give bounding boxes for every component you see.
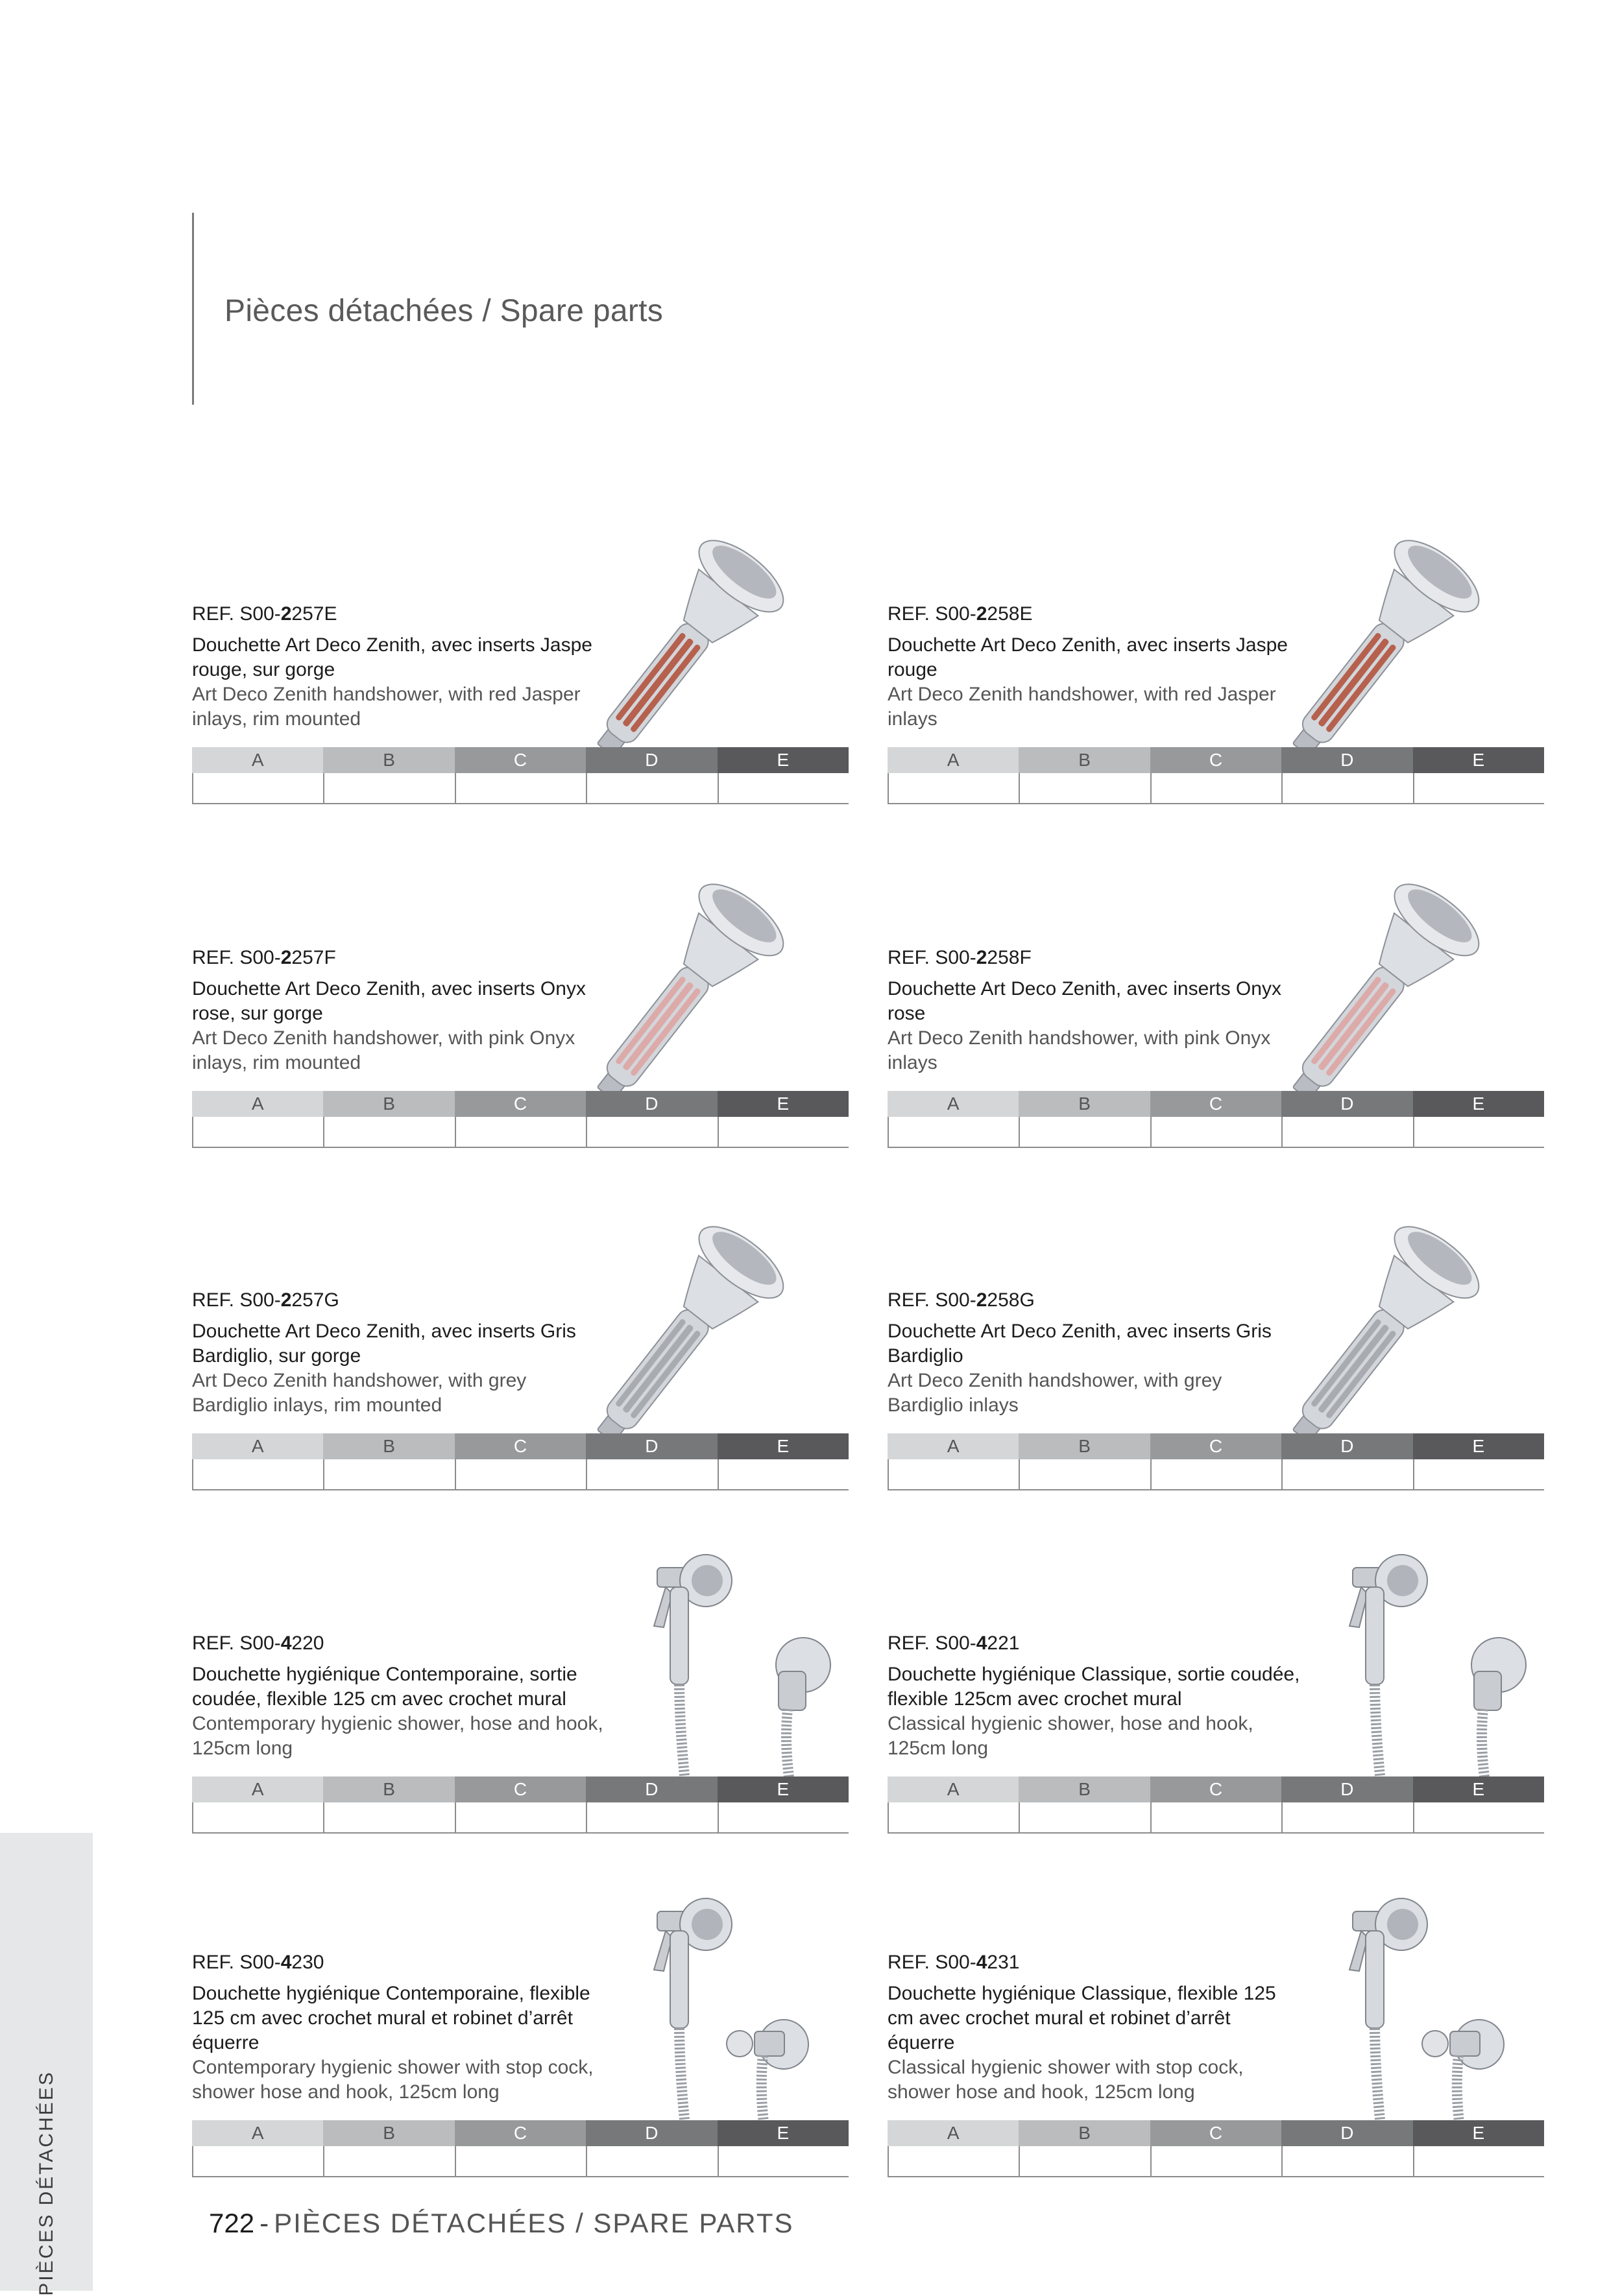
- grid-header-cell: C: [1150, 1433, 1281, 1459]
- grid-value-cell: [1019, 773, 1150, 803]
- grid-value-cell: [455, 2146, 586, 2176]
- grid-value-row: [192, 1117, 849, 1148]
- hygienic-shower-stopcock-icon: [589, 1885, 849, 2138]
- description-fr: Douchette hygiénique Contemporaine, sortie coudée, flexible 125 cm avec crochet mural: [192, 1664, 577, 1710]
- grid-value-cell: [586, 2146, 717, 2176]
- grid-value-cell: [323, 2146, 454, 2176]
- grid-header-cell: E: [718, 1091, 849, 1117]
- page-title: Pièces détachées / Spare parts: [224, 294, 664, 328]
- ref-suffix: 230: [291, 1952, 324, 1973]
- grid-value-row: [192, 1459, 849, 1490]
- product-card: [192, 1199, 849, 1490]
- grid-header-row: [888, 2120, 1544, 2146]
- grid-header-cell: C: [1150, 747, 1281, 773]
- grid-value-cell: [888, 1802, 1019, 1832]
- grid-value-cell: [888, 1117, 1019, 1147]
- grid-value-cell: [323, 1459, 454, 1489]
- ref-suffix: 231: [987, 1952, 1020, 1973]
- grid-value-cell: [718, 1802, 849, 1832]
- product-card: [192, 512, 849, 804]
- grid-value-cell: [192, 1802, 323, 1832]
- grid-value-row: [888, 2146, 1544, 2177]
- grid-header-cell: D: [1281, 1776, 1412, 1802]
- grid-header-cell: C: [1150, 1776, 1281, 1802]
- grid-header-cell: B: [323, 2120, 454, 2146]
- ref-prefix: REF. S00-: [888, 1632, 976, 1654]
- ref-suffix: 221: [987, 1632, 1020, 1654]
- grid-value-cell: [718, 1459, 849, 1489]
- product-description: [192, 602, 607, 732]
- description-fr: Douchette hygiénique Classique, sortie coudée, flexible 125cm avec crochet mural: [888, 1664, 1300, 1710]
- ref-prefix: REF. S00-: [192, 603, 281, 625]
- description-en: Contemporary hygienic shower with stop cock, shower hose and hook, 125cm long: [192, 2057, 594, 2103]
- grid-header-cell: D: [586, 2120, 717, 2146]
- grid-value-cell: [455, 773, 586, 803]
- page-footer: [209, 2208, 794, 2239]
- grid-value-cell: [888, 773, 1019, 803]
- grid-value-cell: [888, 2146, 1019, 2176]
- grid-header-row: [192, 1776, 849, 1802]
- grid-value-cell: [1413, 1802, 1544, 1832]
- product-ref: [888, 1288, 1303, 1313]
- dimension-grid: [888, 1433, 1544, 1490]
- grid-header-cell: D: [586, 1776, 717, 1802]
- ref-prefix: REF. S00-: [192, 1632, 281, 1654]
- grid-header-cell: E: [718, 2120, 849, 2146]
- ref-prefix: REF. S00-: [888, 1952, 976, 1973]
- grid-header-row: [888, 1776, 1544, 1802]
- ref-suffix: 257G: [291, 1289, 339, 1311]
- grid-header-cell: A: [888, 747, 1019, 773]
- grid-header-cell: C: [1150, 2120, 1281, 2146]
- ref-bold: 2: [976, 947, 987, 968]
- grid-value-row: [192, 1802, 849, 1834]
- grid-value-cell: [192, 1459, 323, 1489]
- grid-header-cell: B: [1019, 1433, 1150, 1459]
- product-description: [888, 946, 1303, 1075]
- grid-header-cell: A: [192, 2120, 323, 2146]
- ref-bold: 4: [280, 1952, 292, 1973]
- ref-bold: 2: [976, 603, 987, 625]
- grid-value-cell: [455, 1459, 586, 1489]
- grid-value-cell: [718, 2146, 849, 2176]
- dimension-grid: [888, 747, 1544, 804]
- product-ref: [192, 946, 607, 970]
- ref-suffix: 258F: [987, 947, 1032, 968]
- grid-header-cell: A: [192, 747, 323, 773]
- handshower-icon: [589, 856, 849, 1109]
- grid-header-cell: A: [888, 2120, 1019, 2146]
- footer-section-title: PIÈCES DÉTACHÉES / SPARE PARTS: [274, 2208, 794, 2238]
- product-ref: [192, 1288, 607, 1313]
- grid-value-cell: [1413, 773, 1544, 803]
- ref-prefix: REF. S00-: [888, 947, 976, 968]
- grid-header-cell: B: [1019, 1091, 1150, 1117]
- grid-header-cell: A: [192, 1433, 323, 1459]
- grid-value-cell: [1413, 2146, 1544, 2176]
- grid-value-cell: [455, 1117, 586, 1147]
- grid-header-cell: D: [586, 1433, 717, 1459]
- grid-value-cell: [1150, 1802, 1281, 1832]
- grid-header-cell: E: [1413, 1433, 1544, 1459]
- grid-value-cell: [1281, 2146, 1412, 2176]
- description-en: Art Deco Zenith handshower, with grey Bardiglio inlays: [888, 1370, 1222, 1416]
- dimension-grid: [192, 1776, 849, 1834]
- grid-value-cell: [718, 773, 849, 803]
- ref-prefix: REF. S00-: [192, 1952, 281, 1973]
- grid-value-cell: [1019, 1802, 1150, 1832]
- grid-header-cell: D: [1281, 1091, 1412, 1117]
- grid-header-cell: A: [192, 1091, 323, 1117]
- page-number: 722: [209, 2208, 255, 2238]
- product-description: [192, 1631, 607, 1761]
- dimension-grid: [192, 1091, 849, 1148]
- product-card: [888, 1542, 1544, 1834]
- product-description: [192, 946, 607, 1075]
- handshower-icon: [1285, 1199, 1544, 1452]
- product-ref: [192, 1631, 607, 1656]
- grid-header-cell: A: [888, 1433, 1019, 1459]
- description-fr: Douchette Art Deco Zenith, avec inserts Gris Bardiglio, sur gorge: [192, 1321, 576, 1367]
- grid-header-row: [192, 1091, 849, 1117]
- grid-header-row: [888, 1433, 1544, 1459]
- grid-value-cell: [586, 773, 717, 803]
- ref-prefix: REF. S00-: [888, 1289, 976, 1311]
- grid-value-row: [192, 2146, 849, 2177]
- dimension-grid: [192, 1433, 849, 1490]
- grid-value-row: [888, 773, 1544, 804]
- grid-header-cell: B: [323, 1433, 454, 1459]
- ref-suffix: 257E: [291, 603, 337, 625]
- ref-bold: 4: [976, 1632, 987, 1654]
- description-fr: Douchette Art Deco Zenith, avec inserts Jaspe rouge: [888, 634, 1288, 680]
- grid-header-cell: B: [1019, 1776, 1150, 1802]
- product-card: [888, 1885, 1544, 2177]
- footer-separator: -: [260, 2208, 269, 2238]
- grid-header-cell: D: [1281, 747, 1412, 773]
- grid-header-cell: A: [192, 1776, 323, 1802]
- title-accent-bar: [192, 213, 194, 405]
- grid-header-cell: A: [888, 1091, 1019, 1117]
- description-fr: Douchette Art Deco Zenith, avec inserts Gris Bardiglio: [888, 1321, 1272, 1367]
- grid-header-cell: E: [1413, 747, 1544, 773]
- description-en: Contemporary hygienic shower, hose and hook, 125cm long: [192, 1713, 603, 1759]
- grid-header-cell: B: [323, 747, 454, 773]
- grid-header-cell: D: [586, 747, 717, 773]
- ref-bold: 2: [280, 947, 292, 968]
- grid-value-cell: [1019, 1459, 1150, 1489]
- dimension-grid: [888, 1091, 1544, 1148]
- product-card: [888, 856, 1544, 1148]
- grid-value-cell: [1150, 2146, 1281, 2176]
- grid-value-cell: [1281, 1802, 1412, 1832]
- grid-header-cell: C: [455, 2120, 586, 2146]
- description-en: Art Deco Zenith handshower, with pink Onyx inlays: [888, 1027, 1271, 1073]
- description-en: Art Deco Zenith handshower, with grey Bardiglio inlays, rim mounted: [192, 1370, 527, 1416]
- grid-value-cell: [1150, 1459, 1281, 1489]
- description-en: Art Deco Zenith handshower, with red Jasper inlays: [888, 684, 1276, 730]
- grid-header-cell: C: [455, 1776, 586, 1802]
- description-fr: Douchette Art Deco Zenith, avec inserts Onyx rose: [888, 978, 1281, 1024]
- ref-bold: 2: [280, 1289, 292, 1311]
- handshower-icon: [1285, 512, 1544, 765]
- ref-suffix: 220: [291, 1632, 324, 1654]
- grid-value-cell: [323, 1117, 454, 1147]
- ref-suffix: 258G: [987, 1289, 1035, 1311]
- grid-header-cell: E: [1413, 1776, 1544, 1802]
- grid-value-cell: [1150, 773, 1281, 803]
- grid-header-row: [888, 1091, 1544, 1117]
- product-description: [888, 602, 1303, 732]
- product-card: [192, 856, 849, 1148]
- ref-prefix: REF. S00-: [192, 1289, 281, 1311]
- grid-header-cell: B: [1019, 747, 1150, 773]
- grid-value-cell: [1281, 1117, 1412, 1147]
- grid-value-cell: [586, 1459, 717, 1489]
- product-ref: [192, 602, 607, 627]
- grid-value-cell: [323, 1802, 454, 1832]
- ref-bold: 4: [280, 1632, 292, 1654]
- product-ref: [888, 1950, 1303, 1975]
- grid-value-cell: [1281, 773, 1412, 803]
- product-card: [192, 1542, 849, 1834]
- description-en: Art Deco Zenith handshower, with red Jasper inlays, rim mounted: [192, 684, 581, 730]
- dimension-grid: [888, 1776, 1544, 1834]
- ref-suffix: 257F: [291, 947, 336, 968]
- grid-value-cell: [192, 1117, 323, 1147]
- dimension-grid: [192, 747, 849, 804]
- product-ref: [888, 946, 1303, 970]
- grid-value-cell: [1413, 1117, 1544, 1147]
- ref-suffix: 258E: [987, 603, 1033, 625]
- product-description: [888, 1631, 1303, 1761]
- grid-header-cell: D: [1281, 1433, 1412, 1459]
- ref-bold: 2: [976, 1289, 987, 1311]
- grid-header-cell: A: [888, 1776, 1019, 1802]
- grid-value-cell: [1150, 1117, 1281, 1147]
- grid-value-row: [888, 1117, 1544, 1148]
- grid-header-cell: E: [718, 1433, 849, 1459]
- description-en: Classical hygienic shower, hose and hook, 125cm long: [888, 1713, 1253, 1759]
- grid-value-cell: [1413, 1459, 1544, 1489]
- description-fr: Douchette hygiénique Contemporaine, flexible 125 cm avec crochet mural et robinet d’arrêt équerre: [192, 1983, 590, 2053]
- grid-value-cell: [888, 1459, 1019, 1489]
- product-card: [888, 1199, 1544, 1490]
- product-card: [888, 512, 1544, 804]
- hygienic-shower-icon: [1285, 1542, 1544, 1795]
- grid-header-cell: D: [1281, 2120, 1412, 2146]
- ref-bold: 4: [976, 1952, 987, 1973]
- description-fr: Douchette Art Deco Zenith, avec inserts Onyx rose, sur gorge: [192, 978, 586, 1024]
- grid-value-cell: [323, 773, 454, 803]
- grid-header-cell: C: [455, 1091, 586, 1117]
- grid-value-cell: [1019, 2146, 1150, 2176]
- product-card: [192, 1885, 849, 2177]
- grid-value-row: [888, 1802, 1544, 1834]
- grid-value-cell: [455, 1802, 586, 1832]
- grid-value-cell: [1281, 1459, 1412, 1489]
- grid-header-cell: C: [455, 747, 586, 773]
- grid-value-cell: [192, 773, 323, 803]
- grid-value-cell: [1019, 1117, 1150, 1147]
- product-description: [192, 1950, 607, 2105]
- grid-header-cell: C: [1150, 1091, 1281, 1117]
- grid-value-row: [192, 773, 849, 804]
- grid-header-cell: E: [718, 747, 849, 773]
- grid-header-row: [192, 2120, 849, 2146]
- grid-header-cell: B: [323, 1091, 454, 1117]
- grid-header-cell: D: [586, 1091, 717, 1117]
- side-tab-label: PIÈCES DÉTACHÉES: [36, 2070, 57, 2296]
- product-ref: [192, 1950, 607, 1975]
- grid-value-cell: [586, 1117, 717, 1147]
- description-en: Art Deco Zenith handshower, with pink Onyx inlays, rim mounted: [192, 1027, 575, 1073]
- product-ref: [888, 1631, 1303, 1656]
- ref-bold: 2: [280, 603, 292, 625]
- grid-header-row: [888, 747, 1544, 773]
- dimension-grid: [192, 2120, 849, 2177]
- grid-header-row: [192, 1433, 849, 1459]
- grid-value-cell: [586, 1802, 717, 1832]
- hygienic-shower-stopcock-icon: [1285, 1885, 1544, 2138]
- grid-value-row: [888, 1459, 1544, 1490]
- grid-header-cell: B: [1019, 2120, 1150, 2146]
- product-description: [888, 1950, 1303, 2105]
- description-fr: Douchette hygiénique Classique, flexible 125 cm avec crochet mural et robinet d’arrêt équerre: [888, 1983, 1276, 2053]
- grid-header-cell: C: [455, 1433, 586, 1459]
- grid-value-cell: [718, 1117, 849, 1147]
- grid-header-cell: E: [1413, 2120, 1544, 2146]
- hygienic-shower-icon: [589, 1542, 849, 1795]
- handshower-icon: [589, 512, 849, 765]
- ref-prefix: REF. S00-: [888, 603, 976, 625]
- grid-header-row: [192, 747, 849, 773]
- grid-header-cell: B: [323, 1776, 454, 1802]
- description-fr: Douchette Art Deco Zenith, avec inserts Jaspe rouge, sur gorge: [192, 634, 592, 680]
- product-description: [192, 1288, 607, 1418]
- product-ref: [888, 602, 1303, 627]
- description-en: Classical hygienic shower with stop cock, shower hose and hook, 125cm long: [888, 2057, 1244, 2103]
- handshower-icon: [1285, 856, 1544, 1109]
- grid-header-cell: E: [718, 1776, 849, 1802]
- product-description: [888, 1288, 1303, 1418]
- dimension-grid: [888, 2120, 1544, 2177]
- grid-header-cell: E: [1413, 1091, 1544, 1117]
- ref-prefix: REF. S00-: [192, 947, 281, 968]
- grid-value-cell: [192, 2146, 323, 2176]
- handshower-icon: [589, 1199, 849, 1452]
